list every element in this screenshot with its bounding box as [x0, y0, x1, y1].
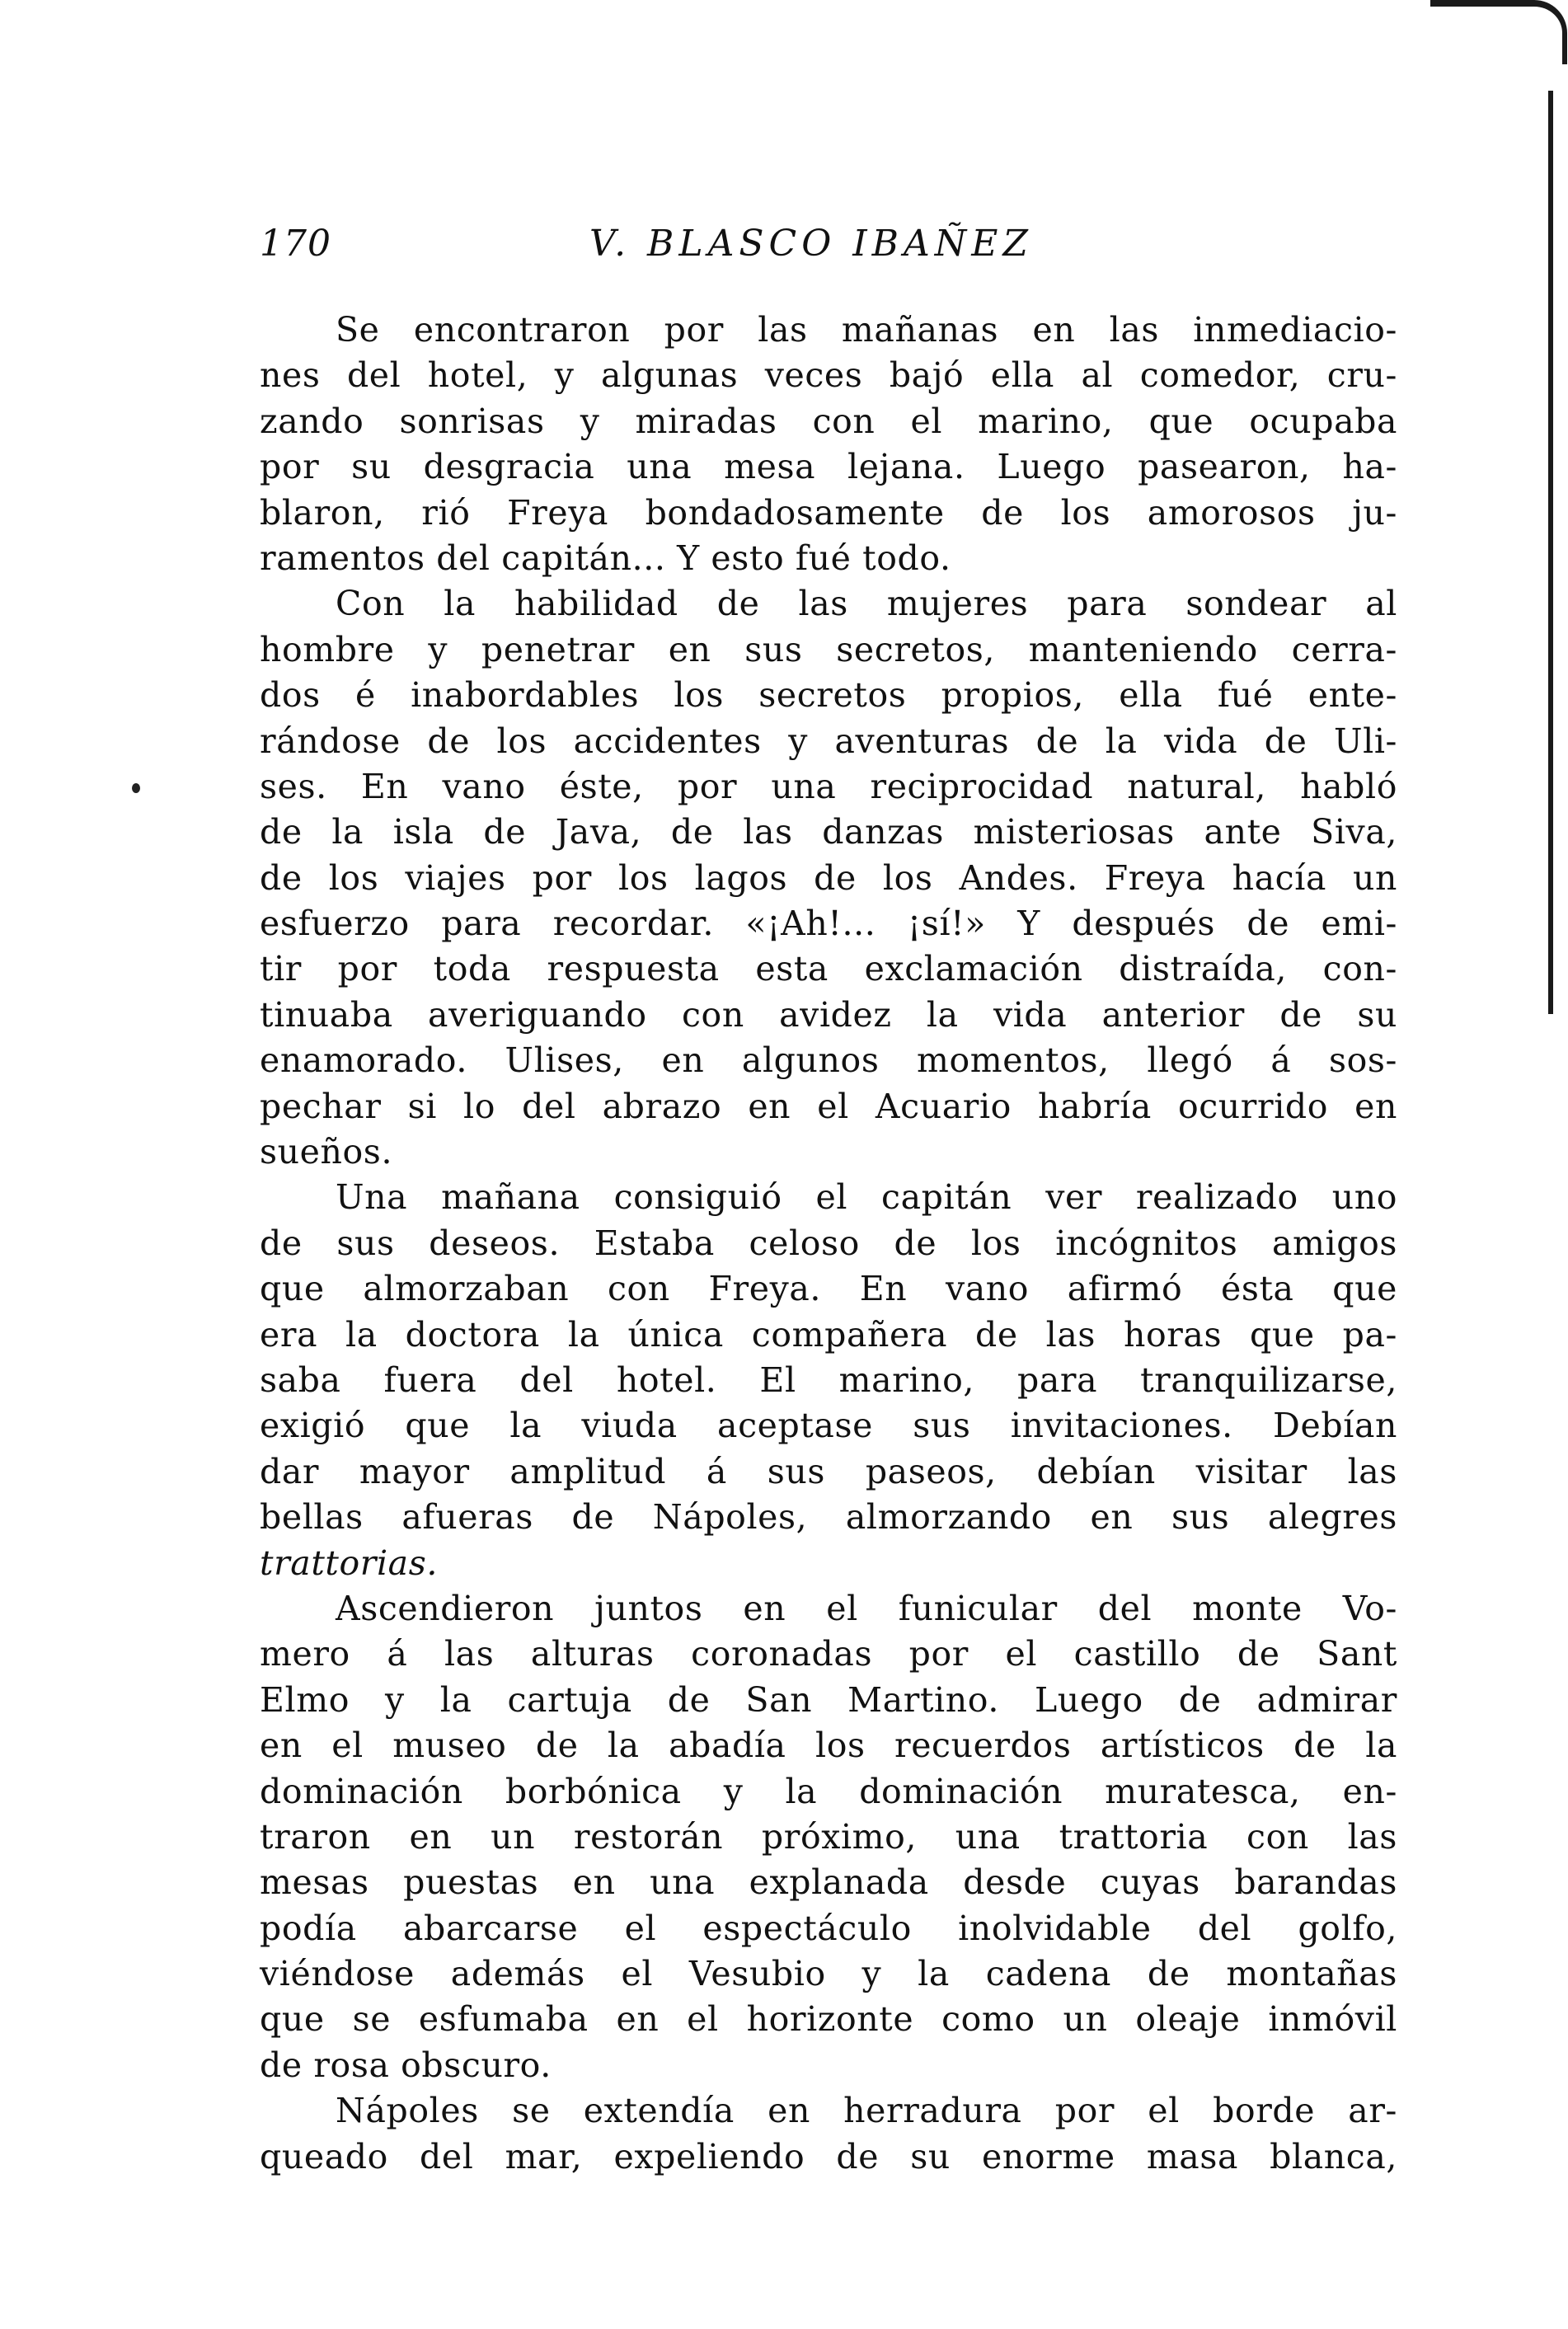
- text-line: mero á las alturas coronadas por el castillo de Sant: [260, 1634, 1397, 1674]
- text-line: tinuaba averiguando con avidez la vida anterior de su: [260, 994, 1397, 1035]
- text-line: podía abarcarse el espectáculo inolvidable del golfo,: [260, 1908, 1397, 1948]
- text-line: trattorias.: [260, 1542, 438, 1583]
- text-line: saba fuera del hotel. El marino, para tranquilizarse,: [260, 1359, 1397, 1400]
- text-line: que se esfumaba en el horizonte como un oleaje inmóvil: [260, 1999, 1397, 2040]
- text-line: sueños.: [260, 1132, 393, 1172]
- text-line: Ascendieron juntos en el funicular del monte Vo-: [336, 1588, 1397, 1628]
- text-line: nes del hotel, y algunas veces bajó ella al comedor, cru-: [260, 355, 1397, 396]
- text-line: en el museo de la abadía los recuerdos artísticos de la: [260, 1726, 1397, 1766]
- text-line: esfuerzo para recordar. «¡Ah!... ¡sí!» Y después de emi-: [260, 904, 1397, 944]
- text-line: Elmo y la cartuja de San Martino. Luego de admirar: [260, 1679, 1397, 1720]
- text-line: Con la habilidad de las mujeres para sondear al: [336, 584, 1397, 624]
- text-line: Se encontraron por las mañanas en las inmediacio-: [336, 310, 1397, 350]
- text-line: pechar si lo del abrazo en el Acuario habría ocurrido en: [260, 1086, 1397, 1126]
- text-line: era la doctora la única compañera de las horas que pa-: [260, 1314, 1397, 1355]
- text-line: Una mañana consiguió el capitán ver realizado uno: [336, 1177, 1397, 1218]
- text-line: enamorado. Ulises, en algunos momentos, llegó á sos-: [260, 1040, 1397, 1081]
- page-number: 170: [260, 223, 331, 265]
- text-line: de sus deseos. Estaba celoso de los incógnitos amigos: [260, 1223, 1397, 1263]
- text-line: traron en un restorán próximo, una trattoria con las: [260, 1816, 1397, 1857]
- text-line: Nápoles se extendía en herradura por el borde ar-: [336, 2091, 1397, 2131]
- text-line: de los viajes por los lagos de los Andes. Freya hacía un: [260, 857, 1397, 898]
- text-line: dar mayor amplitud á sus paseos, debían visitar las: [260, 1451, 1397, 1491]
- text-line: dominación borbónica y la dominación muratesca, en-: [260, 1771, 1397, 1811]
- text-line: mesas puestas en una explanada desde cuyas barandas: [260, 1862, 1397, 1903]
- body-text: [260, 308, 1397, 2180]
- scan-corner-mark: [1430, 0, 1567, 64]
- text-line: de la isla de Java, de las danzas misteriosas ante Siva,: [260, 812, 1397, 852]
- margin-dot: [132, 783, 140, 793]
- text-line: que almorzaban con Freya. En vano afirmó ésta que: [260, 1269, 1397, 1309]
- text-line: zando sonrisas y miradas con el marino, que ocupaba: [260, 401, 1397, 441]
- running-head: V. BLASCO IBAÑEZ: [589, 223, 1033, 265]
- text-line: tir por toda respuesta esta exclamación distraída, con-: [260, 949, 1397, 989]
- text-line: bellas afueras de Nápoles, almorzando en sus alegres: [260, 1497, 1397, 1538]
- page-header: [260, 223, 1397, 289]
- text-line: viéndose además el Vesubio y la cadena de montañas: [260, 1954, 1397, 1994]
- text-line: rándose de los accidentes y aventuras de la vida de Uli-: [260, 721, 1397, 761]
- text-line: hombre y penetrar en sus secretos, manteniendo cerra-: [260, 629, 1397, 669]
- text-line: exigió que la viuda aceptase sus invitaciones. Debían: [260, 1406, 1397, 1446]
- text-line: por su desgracia una mesa lejana. Luego pasearon, ha-: [260, 447, 1397, 487]
- text-line: ses. En vano éste, por una reciprocidad natural, habló: [260, 766, 1397, 806]
- text-line: dos é inabordables los secretos propios, ella fué ente-: [260, 675, 1397, 716]
- text-line: queado del mar, expeliendo de su enorme masa blanca,: [260, 2136, 1397, 2176]
- text-line: de rosa obscuro.: [260, 2045, 552, 2085]
- text-line: blaron, rió Freya bondadosamente de los amorosos ju-: [260, 492, 1397, 533]
- scan-edge-rule: [1548, 91, 1553, 1014]
- text-line: ramentos del capitán... Y esto fué todo.: [260, 538, 951, 578]
